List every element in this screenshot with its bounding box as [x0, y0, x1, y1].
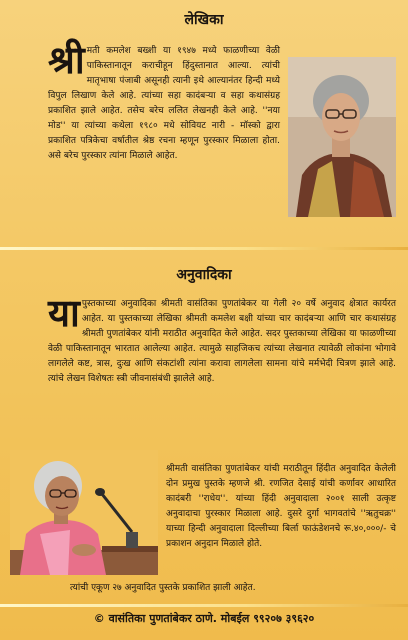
translator-intro-paragraph [48, 291, 396, 387]
translator-closing-text: त्यांची एकूण २७ अनुवादित पुस्तके प्रकाशित झाली आहेत. [70, 583, 256, 593]
author-photo [288, 57, 396, 217]
footer-divider [0, 604, 408, 607]
author-drop-cap: श्री [48, 38, 85, 82]
translator-closing-line [70, 581, 396, 596]
translator-works-text: श्रीमती वासंतिका पुणतांबेकर यांची मराठीतून हिंदीत अनुवादित केलेली दोन प्रमुख पुस्तके म्हणजे श्री. रणजित देसाई यांची कर्णावर आधारित कादंबरी ''राधेय''. यांच्या हिंदी अनुवादाला २००१ साली उत्कृष्ट अनुवादाचा पुरस्कार मिळाला आहे. दुसरे दुर्गा भागवतांचे ''ऋतुचक्र'' याच्या हिन्दी अनुवादाला दिल्लीच्या बिर्ला फाऊंडेशनचे रू.४०,०००/- चे प्रकाशन अनुदान मिळाले होते. [166, 464, 396, 549]
translator-portrait-image [10, 450, 158, 575]
translator-drop-cap: या [48, 291, 80, 335]
section-divider [0, 247, 408, 250]
translator-section-title: अनुवादिका [176, 267, 232, 283]
translator-works-paragraph [166, 462, 396, 552]
author-section-title: लेखिका [184, 12, 224, 28]
author-bio-paragraph [48, 38, 280, 164]
author-portrait-image [288, 57, 396, 217]
translator-photo [10, 450, 158, 575]
translator-intro-text: पुस्तकाच्या अनुवादिका श्रीमती वासंतिका पुणतांबेकर या गेली २० वर्षे अनुवाद क्षेत्रात कार्यरत आहेत. या पुस्तकाच्या लेखिका श्रीमती कमलेश बक्षी यांच्या चार कादंबऱ्या आणि चार कथासंग्रह श्रीमती पुणतांबेकर यांनी मराठीत अनुवादित केले आहेत. सदर पुस्तकाच्या लेखिका या फाळणीच्या वेळी पाकिस्तानातून भारतात आलेल्या आहेत. त्यामुळे साहजिकच त्यांच्या लेखनात त्यावेळी लोकांना भोगावे लागलेले कष्ट, त्रास, दुःख आणि संकटांशी त्यांना करावा लागलेला सामना यांचे मर्मभेदी चित्रण झाले आहे. त्यांचे लेखन विशेषतः स्त्री जीवनासंबंधी झालेले आहे. [48, 299, 396, 384]
author-bio-text: मती कमलेश बख्शी या १९४७ मध्ये फाळणीच्या वेळी पाकिस्तानातून कराचीहून हिंदुस्तानात आल्या. त्यांची मातृभाषा पंजाबी असूनही त्यानी इथे आल्यानंतर हिन्दी मध्ये विपुल लिखाण केले आहे. त्यांच्या सहा कादंबऱ्या व सहा कथासंग्रह प्रकाशित झाले आहेत. तसेच बरेच ललित लेखनही केले आहे. ''नया मोड'' या त्यांच्या कथेला १९८० मधे सोवियट नारी - मॉस्को द्वारा प्रकाशित पत्रिकेचा वर्षातील श्रेष्ठ रचना म्हणून पुरस्कार मिळाला होता. असे बरेच पुरस्कार त्यांना मिळाले आहेत. [48, 46, 280, 161]
footer-copyright: © वासंतिका पुणतांबेकर ठाणे. मोबईल ९९२०७ ३९६२० [93, 612, 315, 625]
